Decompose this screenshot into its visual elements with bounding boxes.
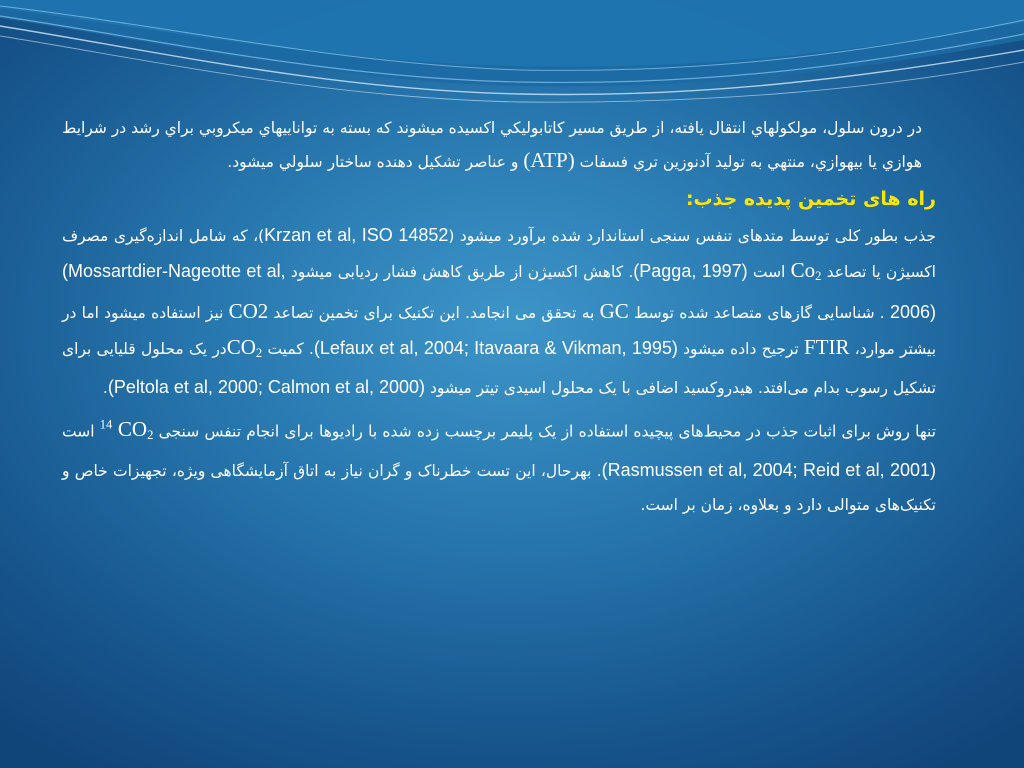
gc-term: GC — [599, 298, 629, 323]
p1-text-4: . کاهش اکسیژن از طریق کاهش فشار ردیابی میشود — [290, 263, 634, 282]
ftir-term: FTIR — [803, 335, 850, 360]
co2-formula-1: $Co_2$ — [790, 258, 822, 284]
p1-text-8: ترجیح داده میشود — [683, 340, 799, 359]
p1-text-5: . شناسایی گازهای متصاعد شده توسط — [633, 303, 885, 322]
citation-rasmussen: (Rasmussen et al, 2004; Reid et al, 2001) — [601, 459, 936, 480]
paragraph-radiolabel — [62, 408, 936, 523]
p1-text-3: است — [752, 263, 786, 282]
slide-body — [62, 112, 936, 522]
citation-pagga: (Pagga, 1997) — [633, 261, 748, 282]
citation-peltola: (Peltola et al, 2000; Calmon et al, 2000) — [107, 377, 426, 398]
citation-krzan: Krzan et al, ISO 14852 — [264, 225, 449, 245]
p1-text-2: )، که شامل اندازه‌گیری مصرف اکسیژن یا تصاعد — [62, 227, 936, 282]
p1-text-10: در یک محلول قلیایی برای تشکیل رسوب بدام می‌افتد. هیدروکسید اضافی با یک محلول اسیدی تیتر میشود — [62, 340, 936, 398]
co2-formula-3: $CO_2$ — [226, 335, 263, 361]
c14-co2-formula: $^{14}$ $CO_2$ — [99, 417, 154, 443]
p1-text-1: جذب بطور کلی توسط متدهای تنفس سنجی استاندارد شده برآورد میشود ( — [448, 227, 936, 245]
p1-text-9: . کمیت — [267, 340, 314, 359]
intro-paragraph — [62, 112, 936, 178]
p1-text-11: . — [102, 379, 108, 398]
section-heading: راه های تخمین پدیده جذب: — [685, 188, 936, 210]
co2-formula-2: CO2 — [228, 298, 269, 323]
p2-text-1: تنها روش برای اثبات جذب در محیط‌های پیچیده استفاده از یک پلیمر برچسب زده شده با رادیوها برای انجام تنفس سنجی — [158, 422, 936, 441]
p2-text-3: . بهرحال، این تست خطرناک و گران نیاز به اتاق آزمایشگاهی ویژه، تجهیزات خاص و تکنیک‌های متوالی دارد و بعلاوه، زمان بر است. — [62, 461, 936, 515]
citation-mossartdier: (Mossartdier-Nageotte et al, 2006) — [62, 261, 936, 322]
header-wave-decoration — [0, 0, 1024, 110]
p1-text-6: به تحقق می انجامد. این تکنیک برای تخمین تصاعد — [273, 303, 595, 322]
paragraph-respirometry — [62, 218, 936, 406]
p2-text-2: است — [62, 422, 95, 441]
intro-text-before: در درون سلول، مولکولهاي انتقال يافته، از طريق مسير كاتابوليكي اكسيده ميشوند كه بسته به تواناييهاي ميكروبي براي رشد در شرايط هوازي يا بيهوازي، منتهي به توليد آدنوزين تري فسفات — [62, 119, 922, 171]
atp-term: (ATP) — [523, 148, 575, 172]
intro-text-after: و عناصر تشكيل دهنده ساختار سلولي ميشود. — [227, 153, 519, 171]
citation-lefaux: (Lefaux et al, 2004; Itavaara & Vikman, 1995) — [313, 338, 678, 359]
p1-text-7: نیز استفاده میشود اما در بیشتر موارد، — [62, 303, 937, 359]
